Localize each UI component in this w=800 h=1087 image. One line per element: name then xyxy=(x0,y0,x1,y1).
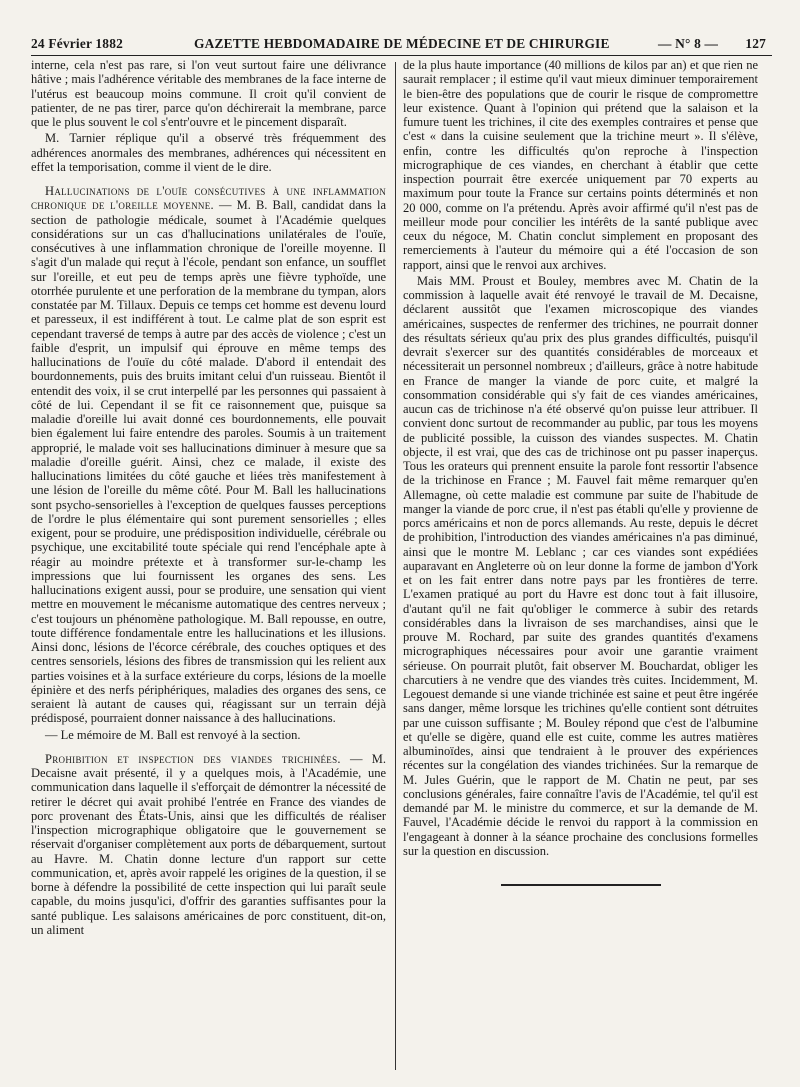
section-body-hallucinations: — M. B. Ball, candidat dans la section de pathologie médicale, soumet à l'Académie quelques considérations sur un cas d'hallucinations unilatérales de l'ouïe, consécutives à une inflammation chronique de l'oreille moyenne. Il s'agit d'un malade qui reçut à l'école, pendant son enfance, un soufflet sur l'oreille, et eut peu de temps après une fièvre typhoïde, une otorrhée purulente et une perforation de la membrane du tympan, alors constatée par M. Tillaux. Depuis ce temps cet homme est devenu lourd et paresseux, il est indifférent à tout. Le calme plat de son esprit est cependant traversé de temps à autre par des accès de violence ; c'est un faible d'esprit, un impulsif qui éprouve en même temps des hallucinations de l'ouïe du côté malade. D'abord il entendait des bourdonnements, puis des bruits imitant celui d'un ruisseau. Bientôt il entendit des voix, il se crut interpellé par les personnes qui passaient à côté de lui. Cependant il se fit ce raisonnement que, puisque sa maladie d'oreille lui avait donné ces bourdonnements, elle pouvait bien également lui faire entendre des paroles. Soumis à un traitement approprié, le malade voit ses hallucinations diminuer à mesure que sa maladie d'oreille guérit. Ainsi, chez ce malade, il existe des hallucinations limitées du côté gauche et liées très manifestement à une lésion de l'oreille du même côté. Pour M. Ball les hallucinations sont psycho-sensorielles à l'exception de quelques fausses perceptions de l'ordre le plus élémentaire qui sont purement sensorielles ; elles exigent, pour se produire, une prédisposition individuelle, cérébrale ou psychique, une excitabilité toute spéciale qui rend l'encéphale apte à réagir au moindre prétexte et à transformer sur-le-champ les impressions que lui fournissent les organes des sens. Les hallucinations exigent aussi, pour se produire, une sensation qui vient mettre en mouvement le mécanisme automatique des centres nerveux ; c'est toujours un phénomène pathologique. M. Ball repousse, en outre, toute différence fondamentale entre les hallucinations et les illusions. Ainsi donc, lésions de l'écorce cérébrale, des couches optiques et des centres sensoriels, lésions des fibres de transmission qui les relient aux parties voisines et à la surface extérieure du corps, lésions de la moelle épinière et des nerfs périphériques, maladies des organes des sens, ce seraient là autant de causes qui, réagissant sur un terrain déjà prédisposé, pourraient donner naissance à des hallucinations. xyxy=(31,198,386,726)
right-paragraph-2: Mais MM. Proust et Bouley, membres avec M. Chatin de la commission à laquelle avait été renvoyé le travail de M. Decaisne, déclarent aussitôt que l'examen microscopique des viandes américaines, suspectes de renfermer des trichines, ne pourrait donner des résultats sérieux qu'au prix des plus grandes difficultés, puisqu'il devrait s'exercer sur des quantités considérables de morceaux et nécessiterait un personnel nombreux ; d'ailleurs, grâce à notre habitude en France de manger la viande de porc cuite, et malgré la consommation considérable qui s'y fait de ces viandes américaines, aucun cas de trichinose n'a été observé qu'on puisse leur attribuer. Il convient donc surtout de recommander au public, par tous les moyens de publicité possible, la cuisson des viandes suspectes. M. Chatin objecte, il est vrai, que des cas de trichinose ont pu passer inaperçus. Tous les orateurs qui prennent ensuite la parole font ressortir l'absence de la trichinose en France ; M. Fauvel fait même remarquer qu'en Allemagne, où cette maladie est commune par suite de l'habitude de manger la viande de porc crue, il n'est pas établi qu'elle y provienne de porcs américains et non de porcs allemands. Au reste, depuis le décret de prohibition, l'introduction des viandes américaines n'a pas diminué, ainsi que le montre M. Leblanc ; car ces viandes sont expédiées auparavant en Angleterre où on leur donne la forme de jambon d'York et on les fait entrer dans notre pays par les frontières de terre. L'examen pratiqué au port du Havre est donc tout à fait illusoire, d'autant qu'il ne fait qu'obliger le commerce à subir des retards considérables dans la livraison de ses marchandises, ainsi que le prouve M. Rochard, par suite des grandes quantités d'examens micrographiques nécessaires pour avoir une garantie vraiment sérieuse. On pourrait plutôt, fait observer M. Bouchardat, obliger les charcutiers à ne vendre que des viandes très cuites. Incidemment, M. Legouest demande si une viande trichinée est saine et peut être ingérée sans danger, même lorsque les trichines qu'elle contient sont détruites par une cuisson suffisante ; M. Bouley répond que c'est de l'albumine et qu'elle se digère, quand elle est cuite, comme les autres matières albuminoïdes, ainsi que tendraient à le prouver des expériences récentes sur la congélation des viandes trichinées. Sur la remarque de M. Jules Guérin, que le rapport de M. Chatin ne peut, par ses conclusions générales, faire connaître l'avis de l'Académie, tel qu'il est demandé par M. le ministre du commerce, et sur la demande de M. Fauvel, l'Académie décide le renvoi du rapport à la commission en l'engageant à donner à la séance prochaine des conclusions formelles sur la question en discussion. xyxy=(403,273,758,858)
end-rule xyxy=(501,884,661,886)
section-heading-hallucinations: Hallucinations de l'ouïe consécutives à une inflammation chronique de l'oreille moyenne. xyxy=(31,184,386,213)
page-header xyxy=(31,12,772,56)
left-paragraph-1: interne, cela n'est pas rare, si l'on veut surtout faire une délivrance hâtive ; mais l'adhérence véritable des membranes de la face interne de l'utérus est beaucoup moins commune. Il croit qu'il convient de patienter, de ne pas tirer, parce qu'on déchirerait la membrane, parce que le plus souvent le col s'entr'ouvre et le pincement disparaît. xyxy=(31,58,386,129)
column-divider xyxy=(395,62,396,1070)
section-body-prohibition: — M. Decaisne avait présenté, il y a quelques mois, à l'Académie, une communication dans laquelle il s'efforçait de démontrer la nécessité de retirer le décret qui avait prohibé l'entrée en France des viandes de porc provenant des États-Unis, ainsi que les difficultés de réaliser l'inspection micrographique obligatoire que le gouvernement se réservait d'organiser complètement aux ports de débarquement, surtout au Havre. M. Chatin donne lecture d'un rapport sur cette communication, et, après avoir rappelé les origines de la question, il se borne à défendre la possibilité de cette inspection qui lui paraît seule capable, du moins jusqu'ici, d'offrir des garanties suffisantes pour la santé publique. Les salaisons américaines de porc constituent, dit-on, un aliment xyxy=(31,751,386,937)
newspaper-page xyxy=(31,12,772,1072)
header-issue-number: — N° 8 — xyxy=(658,36,719,51)
section-hallucinations xyxy=(31,184,386,726)
header-title: GAZETTE HEBDOMADAIRE DE MÉDECINE ET DE CHIRURGIE xyxy=(194,36,610,51)
section-prohibition xyxy=(31,752,386,937)
header-date: 24 Février 1882 xyxy=(31,36,123,51)
article-columns xyxy=(31,58,772,1070)
section-end-hallucinations: — Le mémoire de M. Ball est renvoyé à la section. xyxy=(45,727,301,742)
header-page-number: 127 xyxy=(745,36,766,51)
left-paragraph-2: M. Tarnier réplique qu'il a observé très fréquemment des adhérences anormales des membranes, adhérences qui nécessitent en effet la temporisation, comme il vient de le dire. xyxy=(31,131,386,174)
right-paragraph-1: de la plus haute importance (40 millions de kilos par an) et que rien ne saurait remplacer ; il estime qu'il vaut mieux diminuer temporairement le bien-être des populations que de courir le risque de compromettre leur existence. Quant à l'opinion qui prétend que la salaison et la fumure tuent les trichines, il cite des exemples contraires et pense que c'est « dans la cuisine seulement que la trichine meurt ». Il s'élève, enfin, contre les difficultés qu'on reproche à l'inspection micrographique de ces viandes, en cherchant à établir que cette inspection pourrait être exercée uniquement par 70 experts au maximum pour toute la France sur certains points déterminés et non 20 000, comme on l'a prétendu. Après avoir affirmé qu'il n'est pas de meilleur mode pour concilier les intérêts de la santé publique avec ceux du négoce, M. Chatin conclut simplement en proposant des remerciements à l'auteur du mémoire qui a été l'occasion de son rapport, ainsi que le renvoi aux archives. xyxy=(403,58,758,272)
left-column xyxy=(31,58,386,1070)
section-heading-prohibition: Prohibition et inspection des viandes trichinées. xyxy=(45,751,341,766)
right-column xyxy=(403,58,758,1070)
